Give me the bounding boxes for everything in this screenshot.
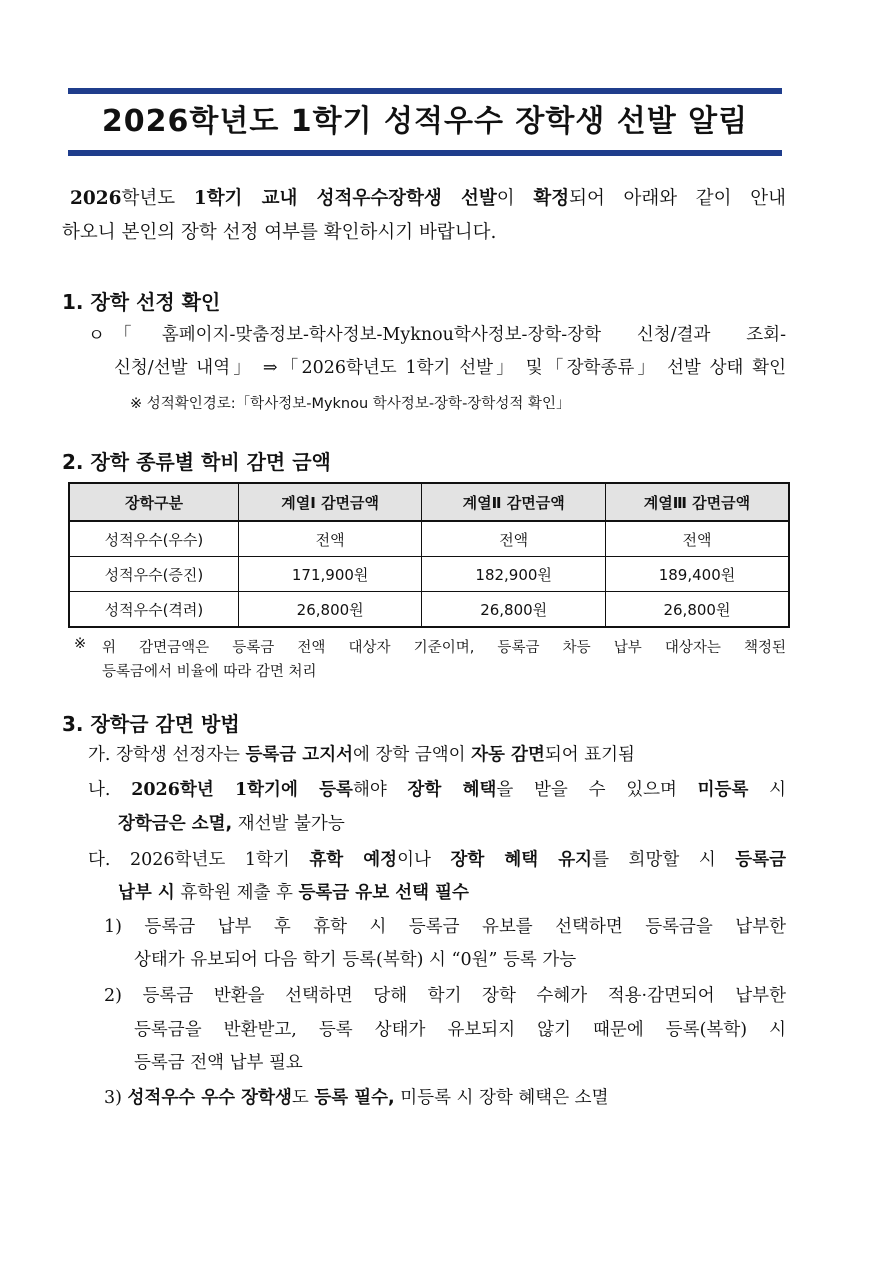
item-da-line-2 (118, 879, 469, 904)
intro-year: 2026 (70, 188, 122, 209)
intro-text: 되어 아래와 같이 안내 (569, 188, 786, 209)
sub-item-2-line-1: 2) 등록금 반환을 선택하면 당해 학기 장학 수혜가 적용·감면되어 납부한 (104, 986, 786, 1006)
item-text: 을 받을 수 있으며 (496, 780, 698, 800)
sub-item-2-line-2: 등록금을 반환받고, 등록 상태가 유보되지 않기 때문에 등록(복학) 시 (134, 1020, 786, 1040)
item-bold: 자동 감면 (471, 745, 545, 765)
table-cell: 26,800원 (422, 592, 606, 628)
fee-table (68, 482, 790, 628)
item-na-line-2 (118, 810, 345, 835)
section-1-note: ※ 성적확인경로:「학사정보-Myknou 학사정보-장학-장학성적 확인」 (130, 396, 571, 412)
section-1-path-line-1: 「홈페이지-맞춤정보-학사정보-Myknou학사정보-장학-장학 신청/결과 조회- (114, 325, 786, 345)
sub-item-1-line-1: 1) 등록금 납부 후 휴학 시 등록금 유보를 선택하면 등록금을 납부한 (104, 917, 786, 937)
item-text: 에 장학 금액이 (353, 745, 472, 765)
item-bold: 장학 혜택 (407, 780, 497, 800)
table-header-cell: 계열Ⅱ 감면금액 (422, 483, 606, 521)
table-header-cell: 계열Ⅲ 감면금액 (605, 483, 789, 521)
table-row (69, 521, 789, 557)
table-note-line-1: 위 감면금액은 등록금 전액 대상자 기준이며, 등록금 차등 납부 대상자는 책정된 (102, 640, 786, 656)
item-text: 미등록 시 장학 혜택은 소멸 (394, 1088, 609, 1108)
item-na-line-1 (88, 776, 786, 801)
item-bold: 납부 시 (118, 883, 175, 903)
table-cell: 성적우수(우수) (69, 521, 238, 557)
item-bold: 장학 혜택 유지 (450, 850, 593, 870)
item-bold: 장학금은 소멸, (118, 814, 233, 834)
table-cell: 성적우수(증진) (69, 557, 238, 592)
table-header-row (69, 483, 789, 521)
table-row (69, 557, 789, 592)
table-cell: 171,900원 (238, 557, 422, 592)
title-block (68, 88, 782, 156)
item-bold: 등록금 고지서 (245, 745, 354, 765)
item-text: 나. (88, 780, 132, 800)
intro-confirmed: 확정 (533, 188, 570, 209)
table-cell: 전액 (605, 521, 789, 557)
intro-selection: 학기 교내 성적우수장학생 선발 (206, 188, 497, 209)
item-text: 재선발 불가능 (232, 814, 345, 834)
page-title: 2026학년도 1학기 성적우수 장학생 선발 알림 (101, 104, 749, 139)
item-bold: 등록금 유보 선택 필수 (298, 883, 469, 903)
item-bold: 성적우수 우수 장학생 (127, 1088, 292, 1108)
item-bold: 2026학년 1학기에 등록 (131, 780, 353, 800)
table-header-cell: 계열Ⅰ 감면금액 (238, 483, 422, 521)
sub-item-3 (104, 1084, 609, 1109)
sub-item-1-line-2: 상태가 유보되어 다음 학기 등록(복학) 시 “0원” 등록 가능 (134, 950, 577, 970)
item-ga (88, 741, 635, 766)
table-note-line-2: 등록금에서 비율에 따라 감면 처리 (102, 664, 317, 680)
sub-item-2-line-3: 등록금 전액 납부 필요 (134, 1053, 303, 1073)
table-cell: 26,800원 (238, 592, 422, 628)
section-1-heading: 1. 장학 선정 확인 (62, 290, 221, 314)
item-da-line-1 (88, 846, 786, 871)
intro-text: 이 (496, 188, 534, 209)
table-cell: 182,900원 (422, 557, 606, 592)
item-bold: 미등록 (697, 780, 749, 800)
table-cell: 189,400원 (605, 557, 789, 592)
item-text: 3) (104, 1088, 128, 1108)
intro-term: 1 (193, 188, 207, 209)
table-cell: 성적우수(격려) (69, 592, 238, 628)
item-text: 해야 (352, 780, 408, 800)
section-1-bullet: ㅇ (88, 326, 105, 346)
intro-text: 학년도 (121, 188, 194, 209)
intro-paragraph (62, 182, 786, 250)
item-text: 가. 장학생 선정자는 (88, 745, 246, 765)
item-text: 휴학원 제출 후 (174, 883, 299, 903)
item-text: 시 (748, 780, 787, 800)
item-text: 이나 (397, 850, 451, 870)
item-text: 다. 2026학년도 1학기 (88, 850, 310, 870)
title-bottom-bar (68, 150, 782, 156)
section-3-heading: 3. 장학금 감면 방법 (62, 712, 240, 736)
intro-line-1 (62, 182, 786, 216)
item-bold: 등록금 (735, 850, 787, 870)
section-2-heading: 2. 장학 종류별 학비 감면 금액 (62, 450, 331, 474)
section-1-path-line-2: 신청/선발 내역」 ⇒「2026학년도 1학기 선발」 및「장학종류」 선발 상태 확인 (114, 358, 786, 378)
table-cell: 26,800원 (605, 592, 789, 628)
item-text: 를 희망할 시 (592, 850, 736, 870)
intro-line-2: 하오니 본인의 장학 선정 여부를 확인하시기 바랍니다. (62, 222, 497, 243)
table-cell: 전액 (238, 521, 422, 557)
item-bold: 휴학 예정 (309, 850, 398, 870)
table-row (69, 592, 789, 628)
item-text: 되어 표기됨 (544, 745, 635, 765)
table-header-cell: 장학구분 (69, 483, 238, 521)
table-cell: 전액 (422, 521, 606, 557)
item-bold: 등록 필수, (314, 1088, 395, 1108)
item-text: 도 (291, 1088, 315, 1108)
table-note-mark: ※ (74, 636, 87, 652)
